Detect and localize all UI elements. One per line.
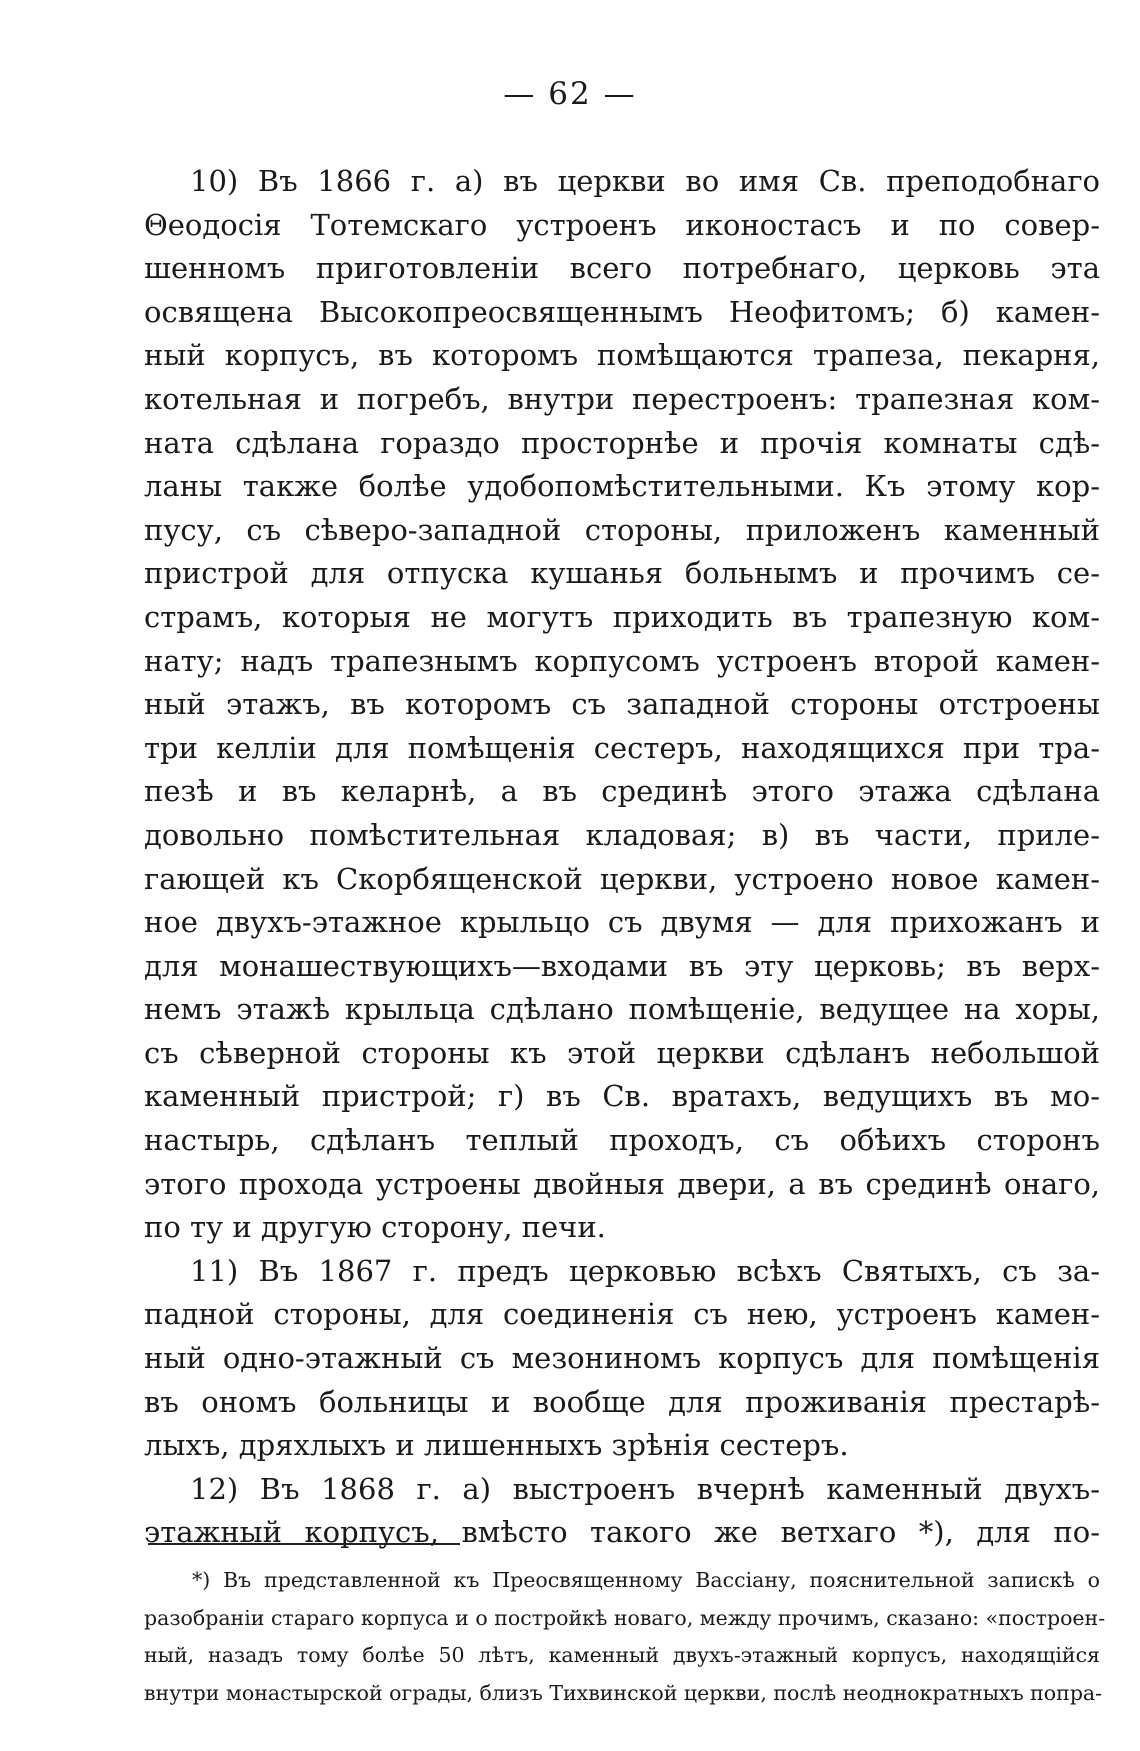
text-line: ный корпусъ, въ которомъ помѣщаются трапеза, пекарня, [144, 338, 1100, 373]
text-line: ное двухъ-этажное крыльцо съ двумя — для прихожанъ и [144, 905, 1100, 940]
text-line: Θеодосія Тотемскаго устроенъ иконостасъ и по совер- [144, 207, 1100, 242]
page-number: — 62 — [503, 76, 637, 112]
main-text [144, 160, 1100, 1555]
text-line: этого прохода устроены двойныя двери, а въ срединѣ онаго, [144, 1166, 1100, 1201]
text-line: пристрой для отпуска кушанья больнымъ и прочимъ се- [144, 556, 1100, 591]
text-line: довольно помѣстительная кладовая; в) въ части, приле- [144, 817, 1100, 852]
text-line: немъ этажѣ крыльца сдѣлано помѣщеніе, ведущее на хоры, [144, 992, 1100, 1027]
text-line: ный этажъ, въ которомъ съ западной стороны отстроены [144, 687, 1100, 722]
text-line: нату; надъ трапезнымъ корпусомъ устроенъ второй камен- [144, 643, 1100, 678]
text-line: настырь, сдѣланъ теплый проходъ, съ обѣихъ сторонъ [144, 1123, 1100, 1158]
text-line: падной стороны, для соединенія съ нею, устроенъ камен- [144, 1297, 1100, 1332]
footnote-line: разобраніи стараго корпуса и о постройкѣ новаго, между прочимъ, сказано: «построен- [144, 1605, 1106, 1630]
text-line: для монашествующихъ—входами въ эту церковь; въ верх- [144, 948, 1100, 983]
text-line: лыхъ, дряхлыхъ и лишенныхъ зрѣнія сестеръ. [144, 1428, 849, 1463]
footnote-line: ный, назадъ тому болѣе 50 лѣтъ, каменный двухъ-этажный корпусъ, находящійся [144, 1643, 1100, 1667]
text-line: каменный пристрой; г) въ Св. вратахъ, ведущихъ въ мо- [144, 1079, 1100, 1114]
text-line: освящена Высокопреосвященнымъ Неофитомъ; б) камен- [144, 294, 1100, 329]
text-line: въ ономъ больницы и вообще для проживанія престарѣ- [144, 1384, 1100, 1419]
text-line: шенномъ приготовленіи всего потребнаго, церковь эта [144, 251, 1100, 286]
text-line: по ту и другую сторону, печи. [144, 1210, 606, 1245]
text-line: страмъ, которыя не могутъ приходить въ трапезную ком- [144, 599, 1100, 634]
text-line: пезѣ и въ келарнѣ, а въ срединѣ этого этажа сдѣлана [144, 774, 1100, 809]
text-line: съ сѣверной стороны къ этой церкви сдѣланъ небольшой [144, 1035, 1100, 1070]
text-line: пусу, съ сѣверо-западной стороны, приложенъ каменный [144, 512, 1100, 547]
text-line: ната сдѣлана гораздо просторнѣе и прочія комнаты сдѣ- [144, 425, 1100, 460]
footnote-line: внутри монастырской ограды, близъ Тихвинской церкви, послѣ неоднократныхъ попра- [144, 1680, 1103, 1705]
text-line: гающей къ Скорбященской церкви, устроено новое камен- [144, 861, 1100, 896]
text-line: этажный корпусъ, вмѣсто такого же ветхаго *), для по- [144, 1515, 1100, 1550]
footnote-block [144, 1562, 1106, 1712]
footnote-line: *) Въ представленной къ Преосвященному Вассіану, пояснительной запискѣ о [192, 1568, 1100, 1592]
text-line: 11) Въ 1867 г. предъ церковью всѣхъ Святыхъ, съ за- [190, 1253, 1100, 1288]
text-line: 10) Въ 1866 г. а) въ церкви во имя Св. преподобнаго [190, 164, 1100, 198]
footnote-divider [148, 1543, 460, 1545]
text-line: ный одно-этажный съ мезониномъ корпусъ для помѣщенія [144, 1341, 1100, 1376]
text-line: ланы также болѣе удобопомѣстительными. Къ этому кор- [144, 469, 1100, 504]
text-line: котельная и погребъ, внутри перестроенъ: трапезная ком- [144, 381, 1100, 416]
text-line: 12) Въ 1868 г. а) выстроенъ вчернѣ каменный двухъ- [190, 1471, 1100, 1506]
text-line: три келліи для помѣщенія сестеръ, находящихся при тра- [144, 730, 1100, 765]
